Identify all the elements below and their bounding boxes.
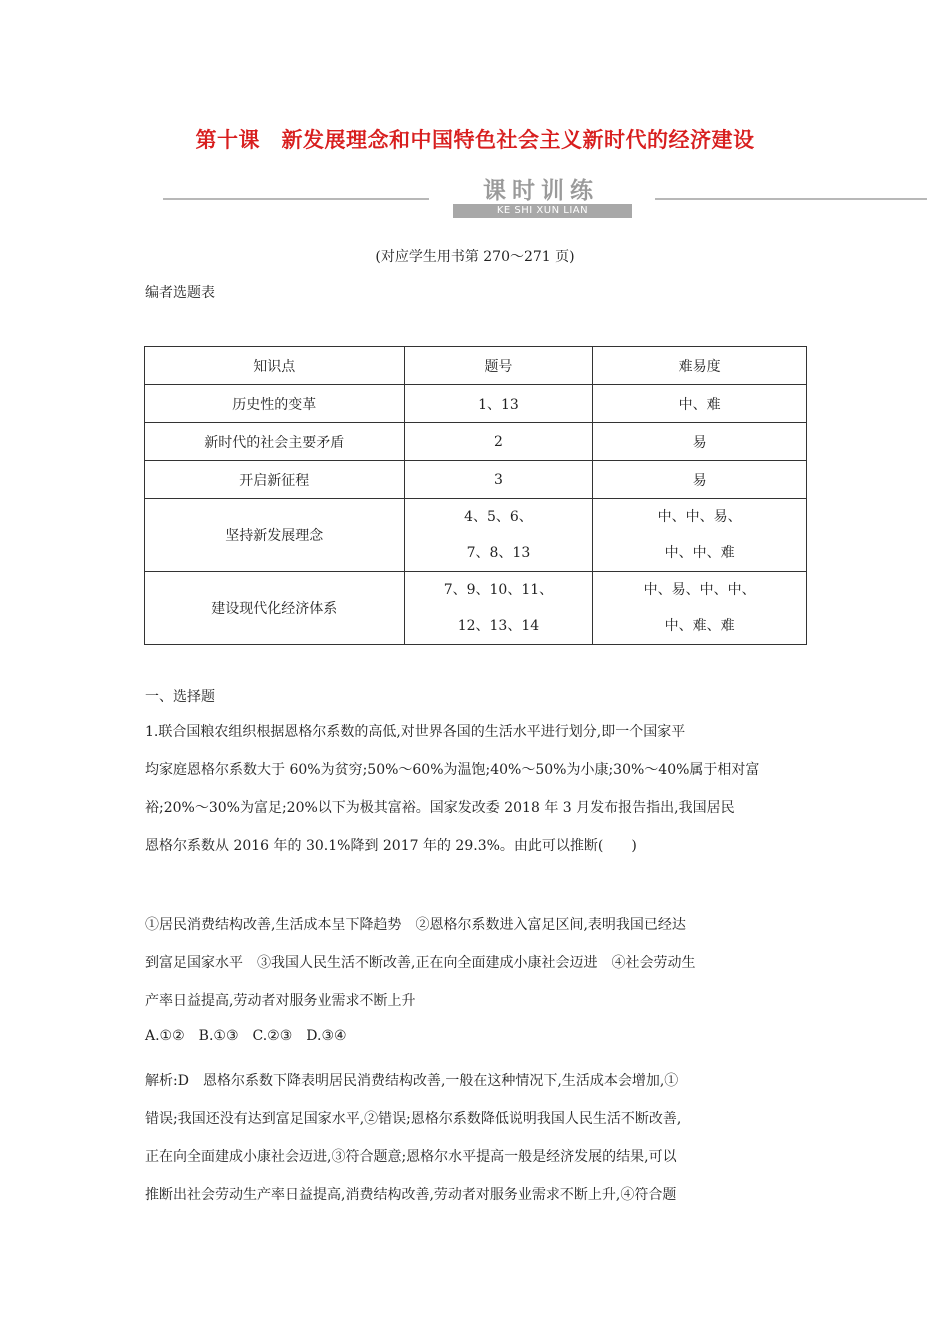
topic-cell: 坚持新发展理念 — [145, 499, 405, 572]
question-stem — [145, 713, 809, 865]
header-cell-difficulty: 难易度 — [593, 347, 807, 385]
header-cell-topic: 知识点 — [145, 347, 405, 385]
text-line: 裕;20%～30%为富足;20%以下为极其富裕。国家发改委 2018 年 3 月发布报告指出,我国居民 — [145, 800, 735, 816]
table-row — [145, 499, 807, 572]
table-caption: 编者选题表 — [145, 285, 215, 301]
banner-heading: 课时训练 — [483, 178, 599, 204]
text-line: 解析:D 恩格尔系数下降表明居民消费结构改善,一般在这种情况下,生活成本会增加,① — [145, 1073, 679, 1089]
table-row — [145, 423, 807, 461]
numbers-cell — [404, 499, 593, 572]
text-line: 到富足国家水平 ③我国人民生活不断改善,正在向全面建成小康社会迈进 ④社会劳动生 — [145, 955, 696, 971]
answer-choices — [145, 1024, 809, 1048]
header-cell-numbers: 题号 — [404, 347, 593, 385]
difficulty-line: 中、中、难 — [664, 545, 735, 561]
text-line: 恩格尔系数从 2016 年的 30.1%降到 2017 年的 29.3%。由此可以推断( ) — [145, 838, 637, 854]
numbers-cell — [404, 572, 593, 645]
numbers-cell: 3 — [404, 461, 593, 499]
table-header-row — [145, 347, 807, 385]
difficulty-cell: 易 — [593, 423, 807, 461]
difficulty-cell: 中、难 — [593, 385, 807, 423]
question-statements — [145, 906, 809, 1020]
banner-divider-left — [163, 198, 429, 200]
banner-divider-right — [655, 198, 927, 200]
table-row — [145, 461, 807, 499]
text-line: A.①② B.①③ C.②③ D.③④ — [145, 1028, 347, 1044]
topic-cell: 建设现代化经济体系 — [145, 572, 405, 645]
difficulty-line: 中、难、难 — [664, 618, 735, 634]
numbers-line: 4、5、6、 — [464, 509, 533, 525]
topic-cell: 历史性的变革 — [145, 385, 405, 423]
text-line: 错误;我国还没有达到富足国家水平,②错误;恩格尔系数降低说明我国人民生活不断改善, — [145, 1111, 682, 1127]
text-line: 产率日益提高,劳动者对服务业需求不断上升 — [145, 993, 416, 1009]
lesson-title: 第十课 新发展理念和中国特色社会主义新时代的经济建设 — [195, 128, 755, 152]
textbook-reference: (对应学生用书第 270～271 页) — [375, 249, 575, 265]
table-row — [145, 572, 807, 645]
section-title: 一、选择题 — [145, 689, 215, 705]
topic-cell: 新时代的社会主要矛盾 — [145, 423, 405, 461]
topic-selection-table — [144, 346, 807, 645]
text-line: ①居民消费结构改善,生活成本呈下降趋势 ②恩格尔系数进入富足区间,表明我国已经达 — [145, 917, 686, 933]
difficulty-line: 中、易、中、中、 — [643, 582, 756, 598]
numbers-line: 7、8、13 — [466, 545, 531, 561]
difficulty-line: 中、中、易、 — [657, 509, 742, 525]
table-row — [145, 385, 807, 423]
numbers-line: 12、13、14 — [457, 618, 540, 634]
banner-subheading: KE SHI XUN LIAN — [453, 204, 632, 218]
difficulty-cell — [593, 572, 807, 645]
numbers-cell: 1、13 — [404, 385, 593, 423]
numbers-cell: 2 — [404, 423, 593, 461]
difficulty-cell: 易 — [593, 461, 807, 499]
numbers-line: 7、9、10、11、 — [443, 582, 554, 598]
answer-explanation — [145, 1062, 809, 1214]
difficulty-cell — [593, 499, 807, 572]
text-line: 1.联合国粮农组织根据恩格尔系数的高低,对世界各国的生活水平进行划分,即一个国家平 — [145, 724, 686, 740]
topic-cell: 开启新征程 — [145, 461, 405, 499]
text-line: 推断出社会劳动生产率日益提高,消费结构改善,劳动者对服务业需求不断上升,④符合题 — [145, 1187, 677, 1203]
text-line: 正在向全面建成小康社会迈进,③符合题意;恩格尔水平提高一般是经济发展的结果,可以 — [145, 1149, 677, 1165]
text-line: 均家庭恩格尔系数大于 60%为贫穷;50%～60%为温饱;40%～50%为小康;30%～40%属于相对富 — [145, 762, 760, 778]
